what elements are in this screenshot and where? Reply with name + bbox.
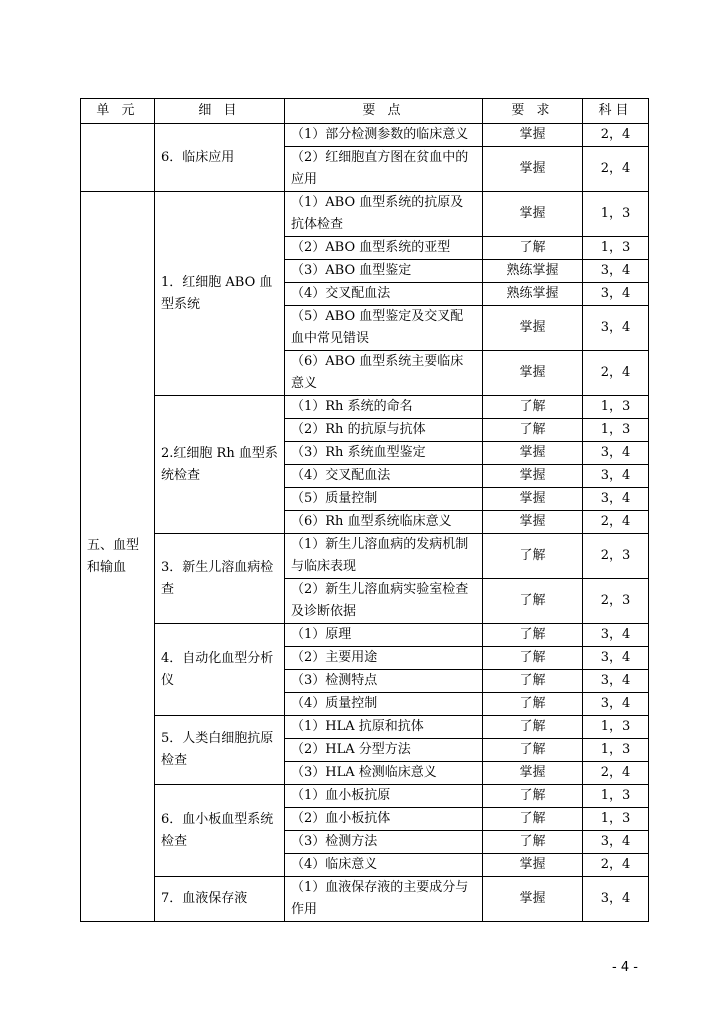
point-cell: （3）检测特点: [285, 670, 483, 693]
requirement-cell: 了解: [483, 739, 583, 762]
requirement-cell: 了解: [483, 237, 583, 260]
subject-cell: 1，3: [583, 785, 649, 808]
header-subject: 科目: [583, 99, 649, 124]
requirement-cell: 熟练掌握: [483, 283, 583, 306]
table-row: [81, 192, 649, 237]
subject-cell: 3，4: [583, 670, 649, 693]
header-requirement: 要 求: [483, 99, 583, 124]
table-row: [81, 534, 649, 579]
subject-cell: 1，3: [583, 716, 649, 739]
requirement-cell: 掌握: [483, 465, 583, 488]
point-cell: （1）新生儿溶血病的发病机制与临床表现: [285, 534, 483, 579]
subject-cell: 2，4: [583, 762, 649, 785]
point-cell: （1）HLA 抗原和抗体: [285, 716, 483, 739]
syllabus-table: [80, 98, 649, 922]
requirement-cell: 了解: [483, 534, 583, 579]
point-cell: （5）质量控制: [285, 488, 483, 511]
requirement-cell: 掌握: [483, 147, 583, 192]
item-cell: 7．血液保存液: [155, 877, 285, 922]
table-row: [81, 877, 649, 922]
subject-cell: 2，4: [583, 147, 649, 192]
table-row: [81, 624, 649, 647]
item-cell: 2.红细胞 Rh 血型系统检查: [155, 396, 285, 534]
requirement-cell: 掌握: [483, 306, 583, 351]
subject-cell: 1，3: [583, 808, 649, 831]
page-number: - 4 -: [612, 960, 638, 975]
subject-cell: 3，4: [583, 647, 649, 670]
point-cell: （1）原理: [285, 624, 483, 647]
item-cell: 3．新生儿溶血病检查: [155, 534, 285, 624]
point-cell: （3）HLA 检测临床意义: [285, 762, 483, 785]
point-cell: （4）临床意义: [285, 854, 483, 877]
point-cell: （2）Rh 的抗原与抗体: [285, 419, 483, 442]
point-cell: （4）质量控制: [285, 693, 483, 716]
point-cell: （2）主要用途: [285, 647, 483, 670]
subject-cell: 3，4: [583, 831, 649, 854]
subject-cell: 3，4: [583, 624, 649, 647]
point-cell: （5）ABO 血型鉴定及交叉配血中常见错误: [285, 306, 483, 351]
point-cell: （1）血液保存液的主要成分与作用: [285, 877, 483, 922]
requirement-cell: 掌握: [483, 511, 583, 534]
requirement-cell: 了解: [483, 647, 583, 670]
table-row: [81, 716, 649, 739]
subject-cell: 3，4: [583, 283, 649, 306]
requirement-cell: 了解: [483, 624, 583, 647]
item-cell: 6．临床应用: [155, 124, 285, 192]
subject-cell: 3，4: [583, 260, 649, 283]
header-row: [81, 99, 649, 124]
point-cell: （3）Rh 系统血型鉴定: [285, 442, 483, 465]
requirement-cell: 了解: [483, 396, 583, 419]
point-cell: （6）Rh 血型系统临床意义: [285, 511, 483, 534]
item-cell: 4．自动化血型分析仪: [155, 624, 285, 716]
subject-cell: 1，3: [583, 419, 649, 442]
point-cell: （1）血小板抗原: [285, 785, 483, 808]
point-cell: （2）红细胞直方图在贫血中的应用: [285, 147, 483, 192]
item-cell: 1．红细胞 ABO 血型系统: [155, 192, 285, 396]
subject-cell: 3，4: [583, 488, 649, 511]
point-cell: （2）血小板抗体: [285, 808, 483, 831]
table-row: [81, 396, 649, 419]
item-cell: 6．血小板血型系统检查: [155, 785, 285, 877]
point-cell: （6）ABO 血型系统主要临床意义: [285, 351, 483, 396]
requirement-cell: 了解: [483, 831, 583, 854]
point-cell: （3）检测方法: [285, 831, 483, 854]
subject-cell: 2，4: [583, 854, 649, 877]
subject-cell: 3，4: [583, 877, 649, 922]
point-cell: （4）交叉配血法: [285, 283, 483, 306]
item-cell: 5．人类白细胞抗原检查: [155, 716, 285, 785]
requirement-cell: 了解: [483, 693, 583, 716]
table-row: [81, 124, 649, 147]
unit-cell: 五、血型和输血: [81, 192, 155, 922]
subject-cell: 1，3: [583, 739, 649, 762]
requirement-cell: 掌握: [483, 124, 583, 147]
subject-cell: 1，3: [583, 396, 649, 419]
requirement-cell: 了解: [483, 670, 583, 693]
header-point: 要 点: [285, 99, 483, 124]
requirement-cell: 掌握: [483, 762, 583, 785]
point-cell: （3）ABO 血型鉴定: [285, 260, 483, 283]
unit-cell: [81, 124, 155, 192]
requirement-cell: 掌握: [483, 442, 583, 465]
subject-cell: 1，3: [583, 192, 649, 237]
header-unit: 单 元: [81, 99, 155, 124]
requirement-cell: 了解: [483, 579, 583, 624]
point-cell: （1）Rh 系统的命名: [285, 396, 483, 419]
subject-cell: 2，4: [583, 124, 649, 147]
subject-cell: 3，4: [583, 465, 649, 488]
requirement-cell: 了解: [483, 808, 583, 831]
requirement-cell: 了解: [483, 716, 583, 739]
subject-cell: 3，4: [583, 442, 649, 465]
point-cell: （1）ABO 血型系统的抗原及抗体检查: [285, 192, 483, 237]
requirement-cell: 了解: [483, 785, 583, 808]
point-cell: （2）HLA 分型方法: [285, 739, 483, 762]
point-cell: （2）ABO 血型系统的亚型: [285, 237, 483, 260]
subject-cell: 1，3: [583, 237, 649, 260]
requirement-cell: 掌握: [483, 877, 583, 922]
subject-cell: 3，4: [583, 693, 649, 716]
table-body: [81, 124, 649, 922]
requirement-cell: 熟练掌握: [483, 260, 583, 283]
header-item: 细 目: [155, 99, 285, 124]
requirement-cell: 掌握: [483, 854, 583, 877]
subject-cell: 2，3: [583, 534, 649, 579]
subject-cell: 2，4: [583, 511, 649, 534]
requirement-cell: 了解: [483, 419, 583, 442]
point-cell: （4）交叉配血法: [285, 465, 483, 488]
subject-cell: 3，4: [583, 306, 649, 351]
point-cell: （2）新生儿溶血病实验室检查及诊断依据: [285, 579, 483, 624]
table-row: [81, 785, 649, 808]
requirement-cell: 掌握: [483, 351, 583, 396]
point-cell: （1）部分检测参数的临床意义: [285, 124, 483, 147]
requirement-cell: 掌握: [483, 488, 583, 511]
subject-cell: 2，4: [583, 351, 649, 396]
subject-cell: 2，3: [583, 579, 649, 624]
requirement-cell: 掌握: [483, 192, 583, 237]
